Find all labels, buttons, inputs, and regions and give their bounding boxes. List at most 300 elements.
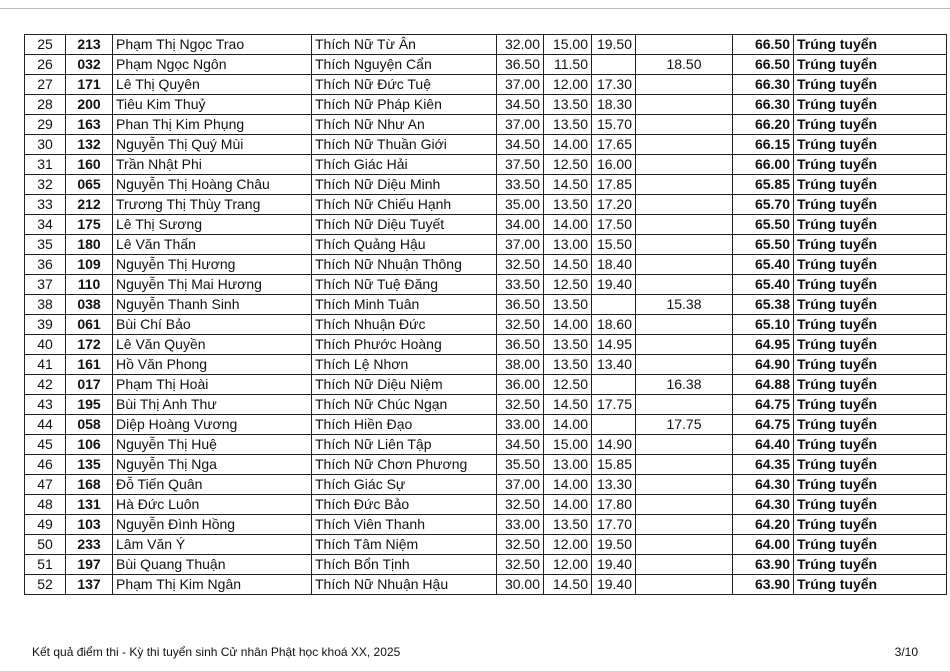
score-4 [636,335,733,355]
candidate-name: Lê Văn Quyền [113,335,312,355]
score-2: 14.00 [544,475,592,495]
score-4: 18.50 [636,55,733,75]
score-2: 12.50 [544,275,592,295]
score-2: 13.00 [544,455,592,475]
row-number: 49 [25,515,66,535]
table-row [25,335,947,355]
candidate-id: 132 [66,135,113,155]
total-score: 66.30 [733,75,794,95]
score-4 [636,255,733,275]
score-3: 17.20 [592,195,636,215]
row-number: 40 [25,335,66,355]
score-4 [636,215,733,235]
row-number: 32 [25,175,66,195]
score-4: 15.38 [636,295,733,315]
dharma-name: Thích Nữ Nhuận Thông [312,255,497,275]
total-score: 66.20 [733,115,794,135]
candidate-id: 175 [66,215,113,235]
score-1: 32.50 [497,255,544,275]
score-3: 17.30 [592,75,636,95]
score-4 [636,435,733,455]
candidate-id: 160 [66,155,113,175]
candidate-name: Hồ Văn Phong [113,355,312,375]
score-1: 36.50 [497,335,544,355]
score-4 [636,175,733,195]
score-4 [636,555,733,575]
score-3 [592,375,636,395]
score-4 [636,575,733,595]
score-4 [636,275,733,295]
table-row [25,535,947,555]
score-3: 17.70 [592,515,636,535]
score-3: 19.40 [592,575,636,595]
candidate-id: 168 [66,475,113,495]
total-score: 65.40 [733,275,794,295]
dharma-name: Thích Đức Bảo [312,495,497,515]
candidate-id: 212 [66,195,113,215]
total-score: 63.90 [733,555,794,575]
score-1: 36.50 [497,55,544,75]
dharma-name: Thích Nữ Chiếu Hạnh [312,195,497,215]
table-row [25,95,947,115]
score-2: 13.00 [544,235,592,255]
total-score: 66.00 [733,155,794,175]
candidate-name: Nguyễn Thị Nga [113,455,312,475]
table-row [25,75,947,95]
row-number: 34 [25,215,66,235]
score-1: 32.50 [497,395,544,415]
total-score: 64.30 [733,475,794,495]
score-2: 12.50 [544,155,592,175]
result-status: Trúng tuyển [794,515,947,535]
total-score: 64.00 [733,535,794,555]
score-2: 14.50 [544,175,592,195]
candidate-name: Nguyễn Đình Hồng [113,515,312,535]
row-number: 46 [25,455,66,475]
candidate-id: 161 [66,355,113,375]
result-status: Trúng tuyển [794,495,947,515]
top-rule [0,8,950,9]
dharma-name: Thích Viên Thanh [312,515,497,535]
score-2: 14.00 [544,215,592,235]
candidate-id: 137 [66,575,113,595]
dharma-name: Thích Bổn Tịnh [312,555,497,575]
row-number: 35 [25,235,66,255]
table-row [25,355,947,375]
dharma-name: Thích Lệ Nhơn [312,355,497,375]
table-row [25,415,947,435]
candidate-id: 195 [66,395,113,415]
candidate-id: 171 [66,75,113,95]
result-status: Trúng tuyển [794,75,947,95]
table-row [25,155,947,175]
total-score: 66.50 [733,55,794,75]
score-3: 15.50 [592,235,636,255]
row-number: 48 [25,495,66,515]
candidate-id: 135 [66,455,113,475]
table-row [25,455,947,475]
score-1: 32.50 [497,315,544,335]
row-number: 41 [25,355,66,375]
total-score: 64.88 [733,375,794,395]
result-status: Trúng tuyển [794,435,947,455]
score-4 [636,115,733,135]
candidate-id: 197 [66,555,113,575]
row-number: 47 [25,475,66,495]
total-score: 64.75 [733,395,794,415]
score-2: 14.00 [544,315,592,335]
table-row [25,135,947,155]
score-1: 34.50 [497,135,544,155]
score-3: 13.40 [592,355,636,375]
score-4 [636,535,733,555]
total-score: 64.40 [733,435,794,455]
table-row [25,475,947,495]
score-2: 12.00 [544,555,592,575]
dharma-name: Thích Nữ Diệu Minh [312,175,497,195]
score-1: 35.00 [497,195,544,215]
candidate-name: Bùi Thị Anh Thư [113,395,312,415]
score-4 [636,395,733,415]
candidate-name: Hà Đức Luôn [113,495,312,515]
result-status: Trúng tuyển [794,135,947,155]
row-number: 29 [25,115,66,135]
result-status: Trúng tuyển [794,395,947,415]
total-score: 64.20 [733,515,794,535]
results-table-body [25,35,947,595]
dharma-name: Thích Giác Hải [312,155,497,175]
score-2: 13.50 [544,95,592,115]
score-3: 17.65 [592,135,636,155]
score-2: 14.00 [544,135,592,155]
score-2: 14.00 [544,415,592,435]
result-status: Trúng tuyển [794,575,947,595]
row-number: 38 [25,295,66,315]
score-2: 14.50 [544,575,592,595]
score-3: 15.70 [592,115,636,135]
score-3: 18.30 [592,95,636,115]
score-3: 14.95 [592,335,636,355]
row-number: 50 [25,535,66,555]
score-3: 16.00 [592,155,636,175]
result-status: Trúng tuyển [794,415,947,435]
score-1: 32.00 [497,35,544,55]
score-1: 32.50 [497,535,544,555]
score-2: 12.00 [544,535,592,555]
table-row [25,555,947,575]
score-3: 17.80 [592,495,636,515]
result-status: Trúng tuyển [794,55,947,75]
total-score: 63.90 [733,575,794,595]
score-3 [592,415,636,435]
candidate-id: 038 [66,295,113,315]
score-2: 14.50 [544,255,592,275]
score-3: 17.50 [592,215,636,235]
dharma-name: Thích Nữ Diệu Niệm [312,375,497,395]
score-1: 37.00 [497,75,544,95]
candidate-name: Nguyễn Thanh Sinh [113,295,312,315]
score-1: 33.50 [497,275,544,295]
candidate-id: 106 [66,435,113,455]
table-row [25,35,947,55]
score-4 [636,495,733,515]
candidate-name: Trần Nhật Phi [113,155,312,175]
result-status: Trúng tuyển [794,215,947,235]
total-score: 65.70 [733,195,794,215]
result-status: Trúng tuyển [794,155,947,175]
score-4 [636,155,733,175]
candidate-id: 163 [66,115,113,135]
total-score: 66.15 [733,135,794,155]
row-number: 28 [25,95,66,115]
table-row [25,435,947,455]
candidate-id: 061 [66,315,113,335]
table-row [25,115,947,135]
score-1: 34.00 [497,215,544,235]
row-number: 25 [25,35,66,55]
score-3: 19.50 [592,535,636,555]
candidate-name: Phan Thị Kim Phụng [113,115,312,135]
row-number: 26 [25,55,66,75]
dharma-name: Thích Nữ Từ Ân [312,35,497,55]
row-number: 51 [25,555,66,575]
result-status: Trúng tuyển [794,235,947,255]
score-3: 15.85 [592,455,636,475]
candidate-name: Lê Thị Sương [113,215,312,235]
score-1: 32.50 [497,555,544,575]
dharma-name: Thích Nhuận Đức [312,315,497,335]
candidate-id: 172 [66,335,113,355]
dharma-name: Thích Giác Sự [312,475,497,495]
candidate-name: Nguyễn Thị Huệ [113,435,312,455]
result-status: Trúng tuyển [794,115,947,135]
candidate-id: 233 [66,535,113,555]
candidate-id: 213 [66,35,113,55]
total-score: 65.85 [733,175,794,195]
dharma-name: Thích Nữ Đức Tuệ [312,75,497,95]
candidate-id: 110 [66,275,113,295]
table-row [25,495,947,515]
score-3: 19.40 [592,275,636,295]
table-row [25,215,947,235]
score-1: 34.50 [497,435,544,455]
score-1: 33.00 [497,415,544,435]
result-status: Trúng tuyển [794,35,947,55]
score-4 [636,235,733,255]
score-2: 14.00 [544,495,592,515]
score-3: 19.50 [592,35,636,55]
score-3: 13.30 [592,475,636,495]
row-number: 45 [25,435,66,455]
total-score: 64.35 [733,455,794,475]
table-row [25,235,947,255]
score-1: 32.50 [497,495,544,515]
candidate-name: Đỗ Tiến Quân [113,475,312,495]
results-table [24,34,947,595]
score-2: 13.50 [544,115,592,135]
table-row [25,315,947,335]
row-number: 42 [25,375,66,395]
score-2: 14.50 [544,395,592,415]
table-row [25,575,947,595]
candidate-id: 131 [66,495,113,515]
result-status: Trúng tuyển [794,195,947,215]
result-status: Trúng tuyển [794,555,947,575]
total-score: 64.75 [733,415,794,435]
total-score: 66.30 [733,95,794,115]
table-row [25,55,947,75]
table-row [25,175,947,195]
candidate-name: Nguyễn Thị Quý Mùi [113,135,312,155]
score-4 [636,195,733,215]
row-number: 30 [25,135,66,155]
result-status: Trúng tuyển [794,175,947,195]
score-1: 30.00 [497,575,544,595]
table-row [25,195,947,215]
candidate-name: Nguyễn Thị Mai Hương [113,275,312,295]
dharma-name: Thích Nữ Tuệ Đăng [312,275,497,295]
score-4: 17.75 [636,415,733,435]
row-number: 39 [25,315,66,335]
score-1: 33.00 [497,515,544,535]
result-status: Trúng tuyển [794,315,947,335]
candidate-name: Nguyễn Thị Hoàng Châu [113,175,312,195]
dharma-name: Thích Nguyện Cẩn [312,55,497,75]
table-row [25,515,947,535]
row-number: 27 [25,75,66,95]
candidate-name: Tiêu Kim Thuỷ [113,95,312,115]
score-2: 13.50 [544,515,592,535]
result-status: Trúng tuyển [794,255,947,275]
candidate-id: 180 [66,235,113,255]
score-2: 13.50 [544,355,592,375]
result-status: Trúng tuyển [794,535,947,555]
total-score: 65.50 [733,215,794,235]
dharma-name: Thích Nữ Liên Tập [312,435,497,455]
dharma-name: Thích Tâm Niệm [312,535,497,555]
result-status: Trúng tuyển [794,375,947,395]
total-score: 64.95 [733,335,794,355]
score-3: 18.60 [592,315,636,335]
score-1: 34.50 [497,95,544,115]
row-number: 36 [25,255,66,275]
score-3: 17.85 [592,175,636,195]
candidate-id: 065 [66,175,113,195]
score-3: 14.90 [592,435,636,455]
dharma-name: Thích Nữ Pháp Kiên [312,95,497,115]
row-number: 37 [25,275,66,295]
score-2: 13.50 [544,335,592,355]
score-2: 13.50 [544,195,592,215]
score-2: 12.50 [544,375,592,395]
dharma-name: Thích Nữ Diệu Tuyết [312,215,497,235]
score-1: 36.50 [497,295,544,315]
page-number: 3/10 [894,645,918,659]
score-4 [636,515,733,535]
score-2: 13.50 [544,295,592,315]
candidate-name: Lê Thị Quyên [113,75,312,95]
result-status: Trúng tuyển [794,95,947,115]
total-score: 64.30 [733,495,794,515]
candidate-name: Phạm Thị Kim Ngân [113,575,312,595]
table-row [25,275,947,295]
score-1: 36.00 [497,375,544,395]
score-1: 38.00 [497,355,544,375]
result-status: Trúng tuyển [794,275,947,295]
score-4 [636,135,733,155]
candidate-name: Phạm Thị Ngọc Trao [113,35,312,55]
total-score: 64.90 [733,355,794,375]
table-row [25,255,947,275]
total-score: 65.38 [733,295,794,315]
score-4 [636,75,733,95]
candidate-id: 103 [66,515,113,535]
footer-caption: Kết quả điểm thi - Kỳ thi tuyển sinh Cử nhân Phật học khoá XX, 2025 [32,645,401,659]
score-4 [636,35,733,55]
dharma-name: Thích Nữ Như An [312,115,497,135]
candidate-id: 109 [66,255,113,275]
score-4 [636,355,733,375]
row-number: 31 [25,155,66,175]
dharma-name: Thích Nữ Chơn Phương [312,455,497,475]
score-1: 37.50 [497,155,544,175]
row-number: 44 [25,415,66,435]
row-number: 33 [25,195,66,215]
result-status: Trúng tuyển [794,355,947,375]
candidate-name: Bùi Quang Thuận [113,555,312,575]
dharma-name: Thích Nữ Nhuận Hậu [312,575,497,595]
score-4 [636,475,733,495]
candidate-id: 058 [66,415,113,435]
table-row [25,295,947,315]
score-3 [592,295,636,315]
row-number: 52 [25,575,66,595]
candidate-name: Nguyễn Thị Hương [113,255,312,275]
total-score: 65.50 [733,235,794,255]
score-4 [636,455,733,475]
score-2: 12.00 [544,75,592,95]
score-4 [636,95,733,115]
result-status: Trúng tuyển [794,295,947,315]
candidate-name: Diệp Hoàng Vương [113,415,312,435]
score-2: 11.50 [544,55,592,75]
result-status: Trúng tuyển [794,335,947,355]
candidate-id: 032 [66,55,113,75]
dharma-name: Thích Nữ Chúc Ngạn [312,395,497,415]
row-number: 43 [25,395,66,415]
candidate-name: Bùi Chí Bảo [113,315,312,335]
score-1: 35.50 [497,455,544,475]
score-3: 18.40 [592,255,636,275]
result-status: Trúng tuyển [794,475,947,495]
candidate-name: Trương Thị Thùy Trang [113,195,312,215]
table-row [25,395,947,415]
dharma-name: Thích Phước Hoàng [312,335,497,355]
candidate-id: 017 [66,375,113,395]
dharma-name: Thích Quảng Hậu [312,235,497,255]
total-score: 65.40 [733,255,794,275]
total-score: 65.10 [733,315,794,335]
score-1: 33.50 [497,175,544,195]
score-2: 15.00 [544,35,592,55]
score-1: 37.00 [497,115,544,135]
dharma-name: Thích Minh Tuân [312,295,497,315]
result-status: Trúng tuyển [794,455,947,475]
table-row [25,375,947,395]
candidate-name: Phạm Ngọc Ngôn [113,55,312,75]
dharma-name: Thích Nữ Thuần Giới [312,135,497,155]
score-1: 37.00 [497,235,544,255]
